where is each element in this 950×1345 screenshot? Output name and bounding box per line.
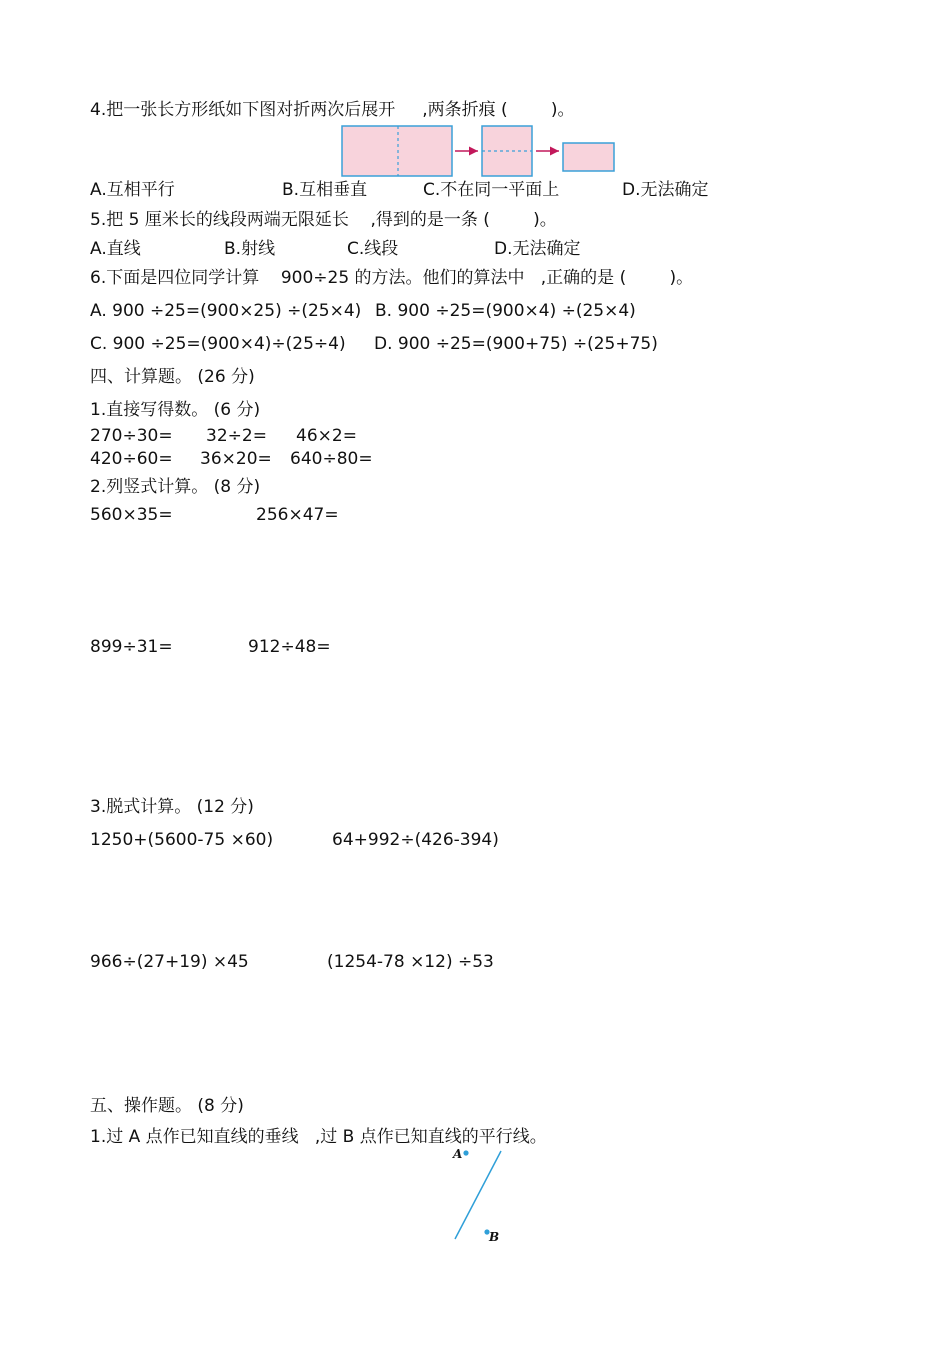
point-a-label: A <box>453 1147 463 1161</box>
mental-calc-item: 36×20= <box>200 449 272 469</box>
q4-option-a: A.互相平行 <box>90 180 175 200</box>
stepwise-calc-item: 1250+(5600-75 ×60) <box>90 830 274 850</box>
q5-option-c: C.线段 <box>347 239 399 259</box>
paper-folded-twice <box>563 143 614 171</box>
vertical-calc-item: 256×47= <box>256 505 339 525</box>
q5-stem: 5.把 5 厘米长的线段两端无限延长 ,得到的是一条 ( )。 <box>90 210 557 230</box>
q6-option-b: B. 900 ÷25=(900×4) ÷(25×4) <box>375 301 636 321</box>
stepwise-calc-item: 966÷(27+19) ×45 <box>90 952 249 972</box>
q5-option-d: D.无法确定 <box>494 239 581 259</box>
paper-unfolded <box>342 126 452 176</box>
q6-option-c: C. 900 ÷25=(900×4)÷(25÷4) <box>90 334 346 354</box>
geometry-figure <box>455 1150 501 1239</box>
q4-option-c: C.不在同一平面上 <box>423 180 560 200</box>
given-line <box>455 1151 501 1239</box>
q6-option-a: A. 900 ÷25=(900×25) ÷(25×4) <box>90 301 362 321</box>
q6-stem: 6.下面是四位同学计算 900÷25 的方法。他们的算法中 ,正确的是 ( )。 <box>90 268 694 288</box>
stepwise-calc-item: (1254-78 ×12) ÷53 <box>327 952 494 972</box>
q5-option-b: B.射线 <box>224 239 276 259</box>
section4-p1-title: 1.直接写得数。 (6 分) <box>90 400 261 420</box>
section4-title: 四、计算题。 (26 分) <box>90 367 255 387</box>
vertical-calc-item: 912÷48= <box>248 637 331 657</box>
q6-option-d: D. 900 ÷25=(900+75) ÷(25+75) <box>374 334 658 354</box>
vertical-calc-item: 560×35= <box>90 505 173 525</box>
point-a <box>463 1150 468 1155</box>
q5-option-a: A.直线 <box>90 239 141 259</box>
mental-calc-item: 46×2= <box>296 426 357 446</box>
point-b-label: B <box>489 1230 500 1244</box>
q4-stem: 4.把一张长方形纸如下图对折两次后展开 ,两条折痕 ( )。 <box>90 100 575 120</box>
stepwise-calc-item: 64+992÷(426-394) <box>332 830 499 850</box>
section4-p3-title: 3.脱式计算。 (12 分) <box>90 797 254 817</box>
paper-folded-once <box>482 126 532 176</box>
vertical-calc-item: 899÷31= <box>90 637 173 657</box>
section5-title: 五、操作题。 (8 分) <box>90 1096 244 1116</box>
mental-calc-item: 640÷80= <box>290 449 373 469</box>
q4-option-b: B.互相垂直 <box>282 180 368 200</box>
mental-calc-item: 270÷30= <box>90 426 173 446</box>
mental-calc-item: 420÷60= <box>90 449 173 469</box>
mental-calc-item: 32÷2= <box>206 426 267 446</box>
section5-q1-stem: 1.过 A 点作已知直线的垂线 ,过 B 点作已知直线的平行线。 <box>90 1127 547 1147</box>
section4-p2-title: 2.列竖式计算。 (8 分) <box>90 477 261 497</box>
q4-option-d: D.无法确定 <box>622 180 709 200</box>
